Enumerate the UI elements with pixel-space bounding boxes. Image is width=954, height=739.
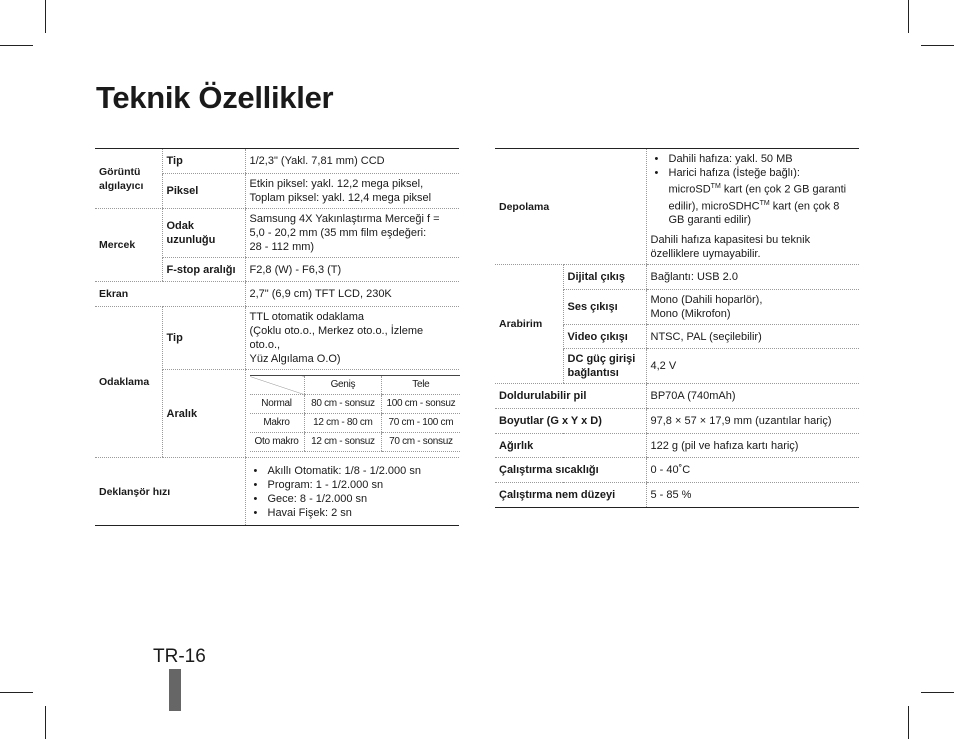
list-item: • Program: 1 - 1/2.000 sn	[268, 478, 456, 492]
spec-sublabel: Tip	[162, 149, 245, 174]
spec-label: Ekran	[95, 282, 245, 307]
range-header-tele: Tele	[382, 376, 460, 395]
spec-value: 97,8 × 57 × 17,9 mm (uzantılar hariç)	[646, 409, 859, 434]
spec-sublabel: F-stop aralığı	[162, 258, 245, 282]
spec-value: NTSC, PAL (seçilebilir)	[646, 325, 859, 349]
spec-value: Bağlantı: USB 2.0	[646, 265, 859, 290]
table-row	[495, 458, 859, 483]
value-line: özelliklere uymayabilir.	[650, 248, 761, 261]
crop-mark	[908, 0, 909, 33]
value-line: Mono (Mikrofon)	[650, 308, 731, 321]
spec-label: Çalıştırma sıcaklığı	[495, 458, 646, 483]
range-header-corner	[250, 376, 305, 395]
range-tele-value: 70 cm - 100 cm	[382, 414, 460, 433]
page-number: TR-16	[153, 646, 206, 667]
spec-table-right	[495, 148, 859, 508]
page-tab-marker	[169, 669, 181, 711]
page-title: Teknik Özellikler	[96, 80, 334, 115]
spec-sublabel: Video çıkışı	[563, 325, 646, 349]
shutter-list	[250, 464, 456, 520]
spec-label: Deklanşör hızı	[95, 458, 245, 526]
range-tele-value: 70 cm - sonsuz	[382, 433, 460, 452]
crop-mark	[0, 45, 33, 46]
table-row	[495, 434, 859, 458]
spec-value: F2,8 (W) - F6,3 (T)	[245, 258, 459, 282]
list-item: • Gece: 8 - 1/2.000 sn	[268, 492, 456, 506]
table-row	[495, 384, 859, 409]
spec-value: 5 - 85 %	[646, 483, 859, 508]
range-row	[250, 433, 460, 452]
range-wide-value: 80 cm - sonsuz	[304, 395, 382, 414]
text-fragment: Harici hafıza (İsteğe bağlı):	[668, 167, 800, 179]
spec-sublabel: Dijital çıkış	[563, 265, 646, 290]
storage-list	[651, 152, 856, 227]
range-wide-value: 12 cm - sonsuz	[304, 433, 382, 452]
range-row	[250, 414, 460, 433]
value-line: 5,0 - 20,2 mm (35 mm film eşdeğeri:	[249, 227, 427, 239]
trademark-mark: TM	[759, 199, 770, 207]
table-row	[95, 307, 459, 370]
spec-label: Boyutlar (G x Y x D)	[495, 409, 646, 434]
value-line: 28 - 112 mm)	[249, 241, 315, 253]
text-fragment: microSD	[668, 183, 711, 196]
table-row	[95, 209, 459, 258]
spec-sublabel: Aralık	[162, 370, 245, 458]
value-line: Samsung 4X Yakınlaştırma Merceği f =	[249, 213, 440, 225]
table-row	[95, 458, 459, 526]
spec-value: 4,2 V	[646, 349, 859, 384]
range-row-name: Oto makro	[250, 433, 305, 452]
range-tele-value: 100 cm - sonsuz	[382, 395, 460, 414]
list-item: • Dahili hafıza: yakl. 50 MB	[669, 152, 856, 166]
text-fragment: kart (en çok 2 GB garanti	[720, 183, 847, 196]
text-fragment: GB garanti edilir)	[668, 214, 752, 227]
spec-value	[245, 209, 459, 258]
crop-mark	[921, 45, 954, 46]
value-line: Etkin piksel: yakl. 12,2 mega piksel,	[249, 178, 424, 190]
range-row-name: Makro	[250, 414, 305, 433]
list-item: • Havai Fişek: 2 sn	[268, 506, 456, 520]
spec-sublabel	[563, 349, 646, 384]
spec-value: 0 - 40˚C	[646, 458, 859, 483]
text-fragment: edilir), microSDHC	[668, 200, 760, 213]
range-header-row	[250, 376, 460, 395]
table-row	[495, 149, 859, 265]
trademark-mark: TM	[710, 183, 721, 190]
spec-sublabel: Tip	[162, 307, 245, 370]
spec-value: BP70A (740mAh)	[646, 384, 859, 409]
list-item	[669, 166, 856, 227]
value-line: Toplam piksel: yakl. 12,4 mega piksel	[249, 192, 432, 204]
spec-label: Depolama	[495, 149, 646, 265]
spec-sublabel: Piksel	[162, 174, 245, 209]
value-line: Dahili hafıza kapasitesi bu teknik	[650, 234, 811, 247]
range-header-wide: Geniş	[304, 376, 382, 395]
range-wide-value: 12 cm - 80 cm	[304, 414, 382, 433]
spec-value: 122 g (pil ve hafıza kartı hariç)	[646, 434, 859, 458]
storage-note	[651, 233, 856, 261]
spec-label: Arabirim	[495, 265, 563, 384]
spec-sublabel: Odak uzunluğu	[162, 209, 245, 258]
value-line: (Çoklu oto.o., Merkez oto.o., İzleme oto.o.,	[249, 325, 424, 351]
range-row	[250, 395, 460, 414]
spec-value	[245, 370, 459, 458]
crop-mark	[908, 706, 909, 739]
range-row-name: Normal	[250, 395, 305, 414]
value-line: Mono (Dahili hoparlör),	[650, 294, 763, 307]
crop-mark	[45, 0, 46, 33]
spec-label: Odaklama	[95, 307, 162, 458]
spec-table-left	[95, 148, 459, 526]
spec-label: Görüntü algılayıcı	[95, 149, 162, 209]
spec-value: 1/2,3" (Yakl. 7,81 mm) CCD	[245, 149, 459, 174]
spec-value	[646, 290, 859, 325]
spec-label: Ağırlık	[495, 434, 646, 458]
crop-mark	[45, 706, 46, 739]
table-row	[495, 265, 859, 290]
focus-range-table	[250, 375, 460, 452]
spec-label: Çalıştırma nem düzeyi	[495, 483, 646, 508]
text-fragment: kart (en çok 8	[769, 200, 840, 213]
table-row	[95, 149, 459, 174]
spec-value	[245, 458, 459, 526]
value-line: Yüz Algılama O.O)	[249, 353, 341, 365]
table-row	[495, 409, 859, 434]
spec-label: Mercek	[95, 209, 162, 282]
crop-mark	[0, 692, 33, 693]
label-line: bağlantısı	[567, 367, 619, 380]
spec-value	[245, 174, 459, 209]
spec-value	[245, 307, 459, 370]
list-item: • Akıllı Otomatik: 1/8 - 1/2.000 sn	[268, 464, 456, 478]
table-row	[495, 483, 859, 508]
spec-sublabel: Ses çıkışı	[563, 290, 646, 325]
spec-label: Doldurulabilir pil	[495, 384, 646, 409]
spec-value: 2,7" (6,9 cm) TFT LCD, 230K	[245, 282, 459, 307]
spec-value	[646, 149, 859, 265]
crop-mark	[921, 692, 954, 693]
table-row	[95, 282, 459, 307]
label-line: DC güç girişi	[567, 353, 636, 366]
value-line: TTL otomatik odaklama	[249, 311, 365, 323]
